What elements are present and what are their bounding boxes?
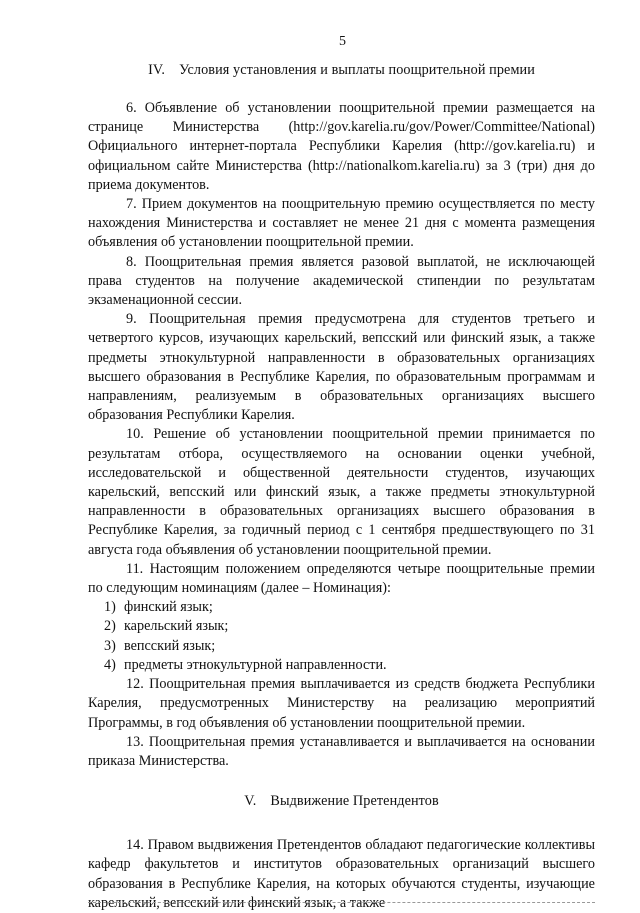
page-bottom-edge [88, 902, 595, 903]
list-item: 2) карельский язык; [104, 618, 229, 635]
section-4-heading [88, 62, 595, 79]
section-4-title: Условия установления и выплаты поощрительной премии [179, 62, 535, 78]
paragraph-9: 9. Поощрительная премия предусмотрена для студентов третьего и четвертого курсов, изучающих карельский, вепсский или финский язык, а также предметы этнокультурной направленности в образовательных организациях высшего образования в Республике Карелия, по образовательным программам и направлениям, реализуемым в образовательных организациях высшего образования Республики Карелия. [88, 311, 595, 424]
section-5-heading [88, 793, 595, 810]
list-item: 4) предметы этнокультурной направленности. [104, 656, 387, 673]
paragraph-14: 14. Правом выдвижения Претендентов обладают педагогические коллективы кафедр факультетов и институтов образовательных организаций высшего образования в Республике Карелия, на которых обучаются студенты, изучающие карельский, вепсский или финский язык, а также [88, 837, 595, 911]
paragraph-6: 6. Объявление об установлении поощрительной премии размещается на странице Министерства (http://gov.karelia.ru/gov/Power/Committee/National) Официального интернет-портала Республики Карелия (http://gov.karelia.ru) и официальном сайте Министерства (http://nationalkom.karelia.ru) за 3 (три) дня до приема документов. [88, 100, 595, 193]
paragraph-8: 8. Поощрительная премия является разовой выплатой, не исключающей права студентов на получение академической стипендии по результатам экзаменационной сессии. [88, 253, 595, 309]
list-item: 1) финский язык; [104, 599, 213, 616]
paragraph-11: 11. Настоящим положением определяются четыре поощрительные премии по следующим номинациям (далее – Номинация): [88, 560, 595, 597]
page-number: 5 [339, 34, 346, 49]
section-5-roman: V. [244, 793, 257, 810]
paragraph-12: 12. Поощрительная премия выплачивается из средств бюджета Республики Карелия, предусмотренных Министерству на реализацию мероприятий Программы, в год объявления об установлении поощрительной премии. [88, 676, 595, 731]
section-5-title: Выдвижение Претендентов [270, 793, 439, 810]
section-4-roman: IV. [148, 62, 166, 78]
paragraph-13: 13. Поощрительная премия устанавливается и выплачивается на основании приказа Министерства. [88, 733, 595, 769]
paragraph-7: 7. Прием документов на поощрительную премию осуществляется по месту нахождения Министерства и составляет не менее 21 дня с момента размещения объявления об установлении поощрительной премии. [88, 196, 595, 251]
paragraph-10: 10. Решение об установлении поощрительной премии принимается по результатам отбора, осуществляемого на основании оценки учебной, исследовательской и общественной деятельности студентов, изучающих карельский, вепсский или финский язык, а также предметы этнокультурной направленности в образовательных организациях высшего образования в Республике Карелия, за годичный период с 1 сентября предшествующего по 31 августа года объявления об установлении поощрительной премии. [88, 426, 595, 558]
nominations-list [88, 598, 595, 675]
list-item: 3) вепсский язык; [104, 637, 216, 654]
